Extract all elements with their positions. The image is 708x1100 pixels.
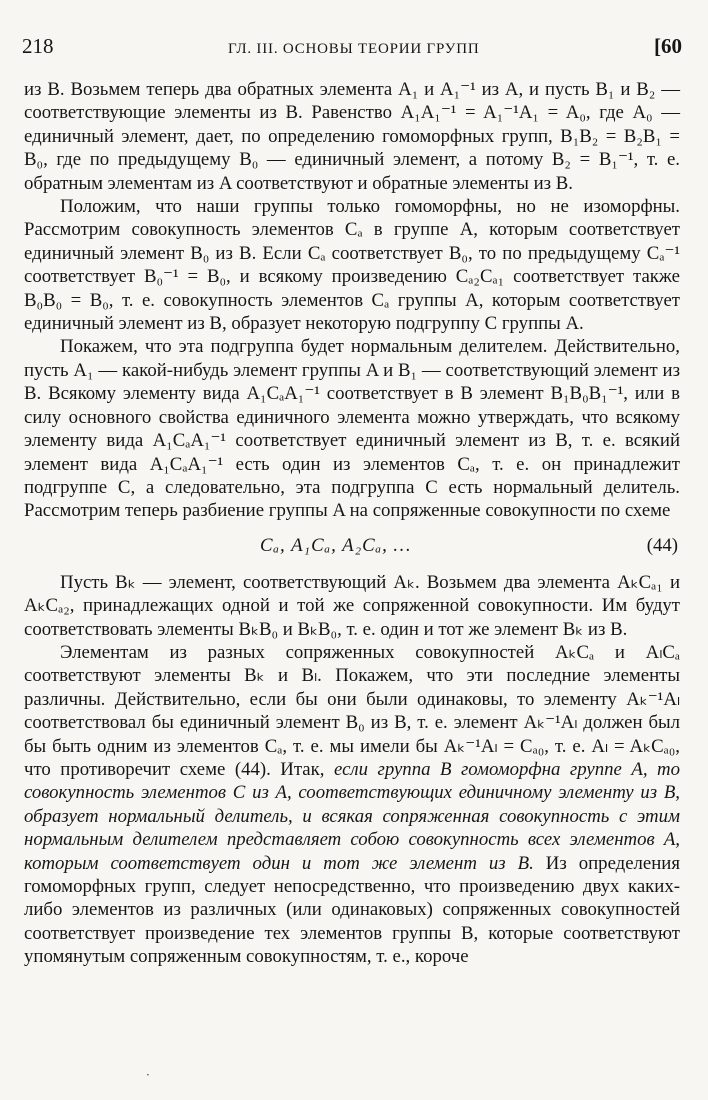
running-head: ГЛ. III. ОСНОВЫ ТЕОРИИ ГРУПП [228,41,480,57]
section-number: [60 [654,34,682,58]
paragraph-theorem [24,641,680,969]
paragraph-text: Из определения гомоморфных групп, следует непосредственно, что произведению двух каких-либо элементов из различных (или одинаковых) сопряженных совокупностей соответствует произведение тех элементов группы B, которые соответствуют упомянутым сопряженным совокупностям, т. е., короче [24,852,680,968]
page-body [24,78,680,969]
italic-statement: если группа B гомоморфна группе A, то совокупность элементов C из A, соответствующих единичному элементу из B, образует нормальный делитель, и всякая сопряженная совокупность с этим нормальным делителем представляет собою совокупность всех элементов A, которым соответствует один и тот же элемент из B. [24,758,680,874]
paragraph: Покажем, что эта подгруппа будет нормальным делителем. Действительно, пусть A₁ — какой-нибудь элемент группы A и B₁ — соответствующий элемент из B. Всякому элементу вида A₁CₐA₁⁻¹ соответствует в B элемент B₁B₀B₁⁻¹, или в силу основного свойства единичного элемента можно утверждать, что всякому элементу вида A₁CₐA₁⁻¹ соответствует единичный элемент из B, т. е. всякий элемент вида A₁CₐA₁⁻¹ есть один из элементов Cₐ, т. е. он принадлежит подгруппе C, а следовательно, эта подгруппа C есть нормальный делитель. Рассмотрим теперь разбиение группы A на сопряженные совокупности по схеме [24,336,680,522]
page-header [22,34,682,62]
paragraph-continuation: из B. Возьмем теперь два обратных элемента A₁ и A₁⁻¹ из A, и пусть B₁ и B₂ — соответствующие элементы из B. Равенство A₁A₁⁻¹ = A₁⁻¹A₁ = A₀, где A₀ — единичный элемент, дает, по определению гомоморфных групп, B₁B₂ = B₂B₁ = B₀, где по предыдущему B₀ — единичный элемент, а потому B₂ = B₁⁻¹, т. е. обратным элементам из A соответствуют и обратные элементы из B. [24,79,680,194]
displayed-equation [24,533,680,559]
paragraph: Положим, что наши группы только гомоморфны, но не изоморфны. Рассмотрим совокупность элементов Cₐ в группе A, которым соответствует единичный элемент B₀ из B. Если Cₐ соответствует B₀, то по предыдущему Cₐ⁻¹ соответствует B₀⁻¹ = B₀, и всякому произведению Cₐ₂Cₐ₁ соответствует также B₀B₀ = B₀, т. е. совокупность элементов Cₐ группы A, которым соответствует единичный элемент из B, образует некоторую подгруппу C группы A. [24,196,680,335]
paragraph: Пусть Bₖ — элемент, соответствующий Aₖ. Возьмем два элемента AₖCₐ₁ и AₖCₐ₂, принадлежащих одной и той же сопряженной совокупности. Им будут соответствовать элементы BₖB₀ и BₖB₀, т. е. один и тот же элемент Bₖ из B. [24,571,680,640]
equation-formula: Cₐ, A₁Cₐ, A₂Cₐ, … [260,534,412,556]
equation-number: (44) [646,534,678,556]
print-speck: · [146,1068,150,1082]
page-number: 218 [22,34,54,58]
paragraph-text: Элементам из разных сопряженных совокупностей AₖCₐ и AₗCₐ соответствуют элементы Bₖ и Bₗ. Покажем, что эти последние элементы различны. Действительно, если бы они были одинаковы, то элементу Aₖ⁻¹Aₗ соответствовал бы единичный элемент B₀ из B, т. е. элемент Aₖ⁻¹Aₗ должен был бы быть одним из элементов Cₐ, т. е. мы имели бы Aₖ⁻¹Aₗ = Cₐ₀, т. е. Aₗ = AₖCₐ₀, что противоречит схеме (44). Итак, [24,641,680,780]
